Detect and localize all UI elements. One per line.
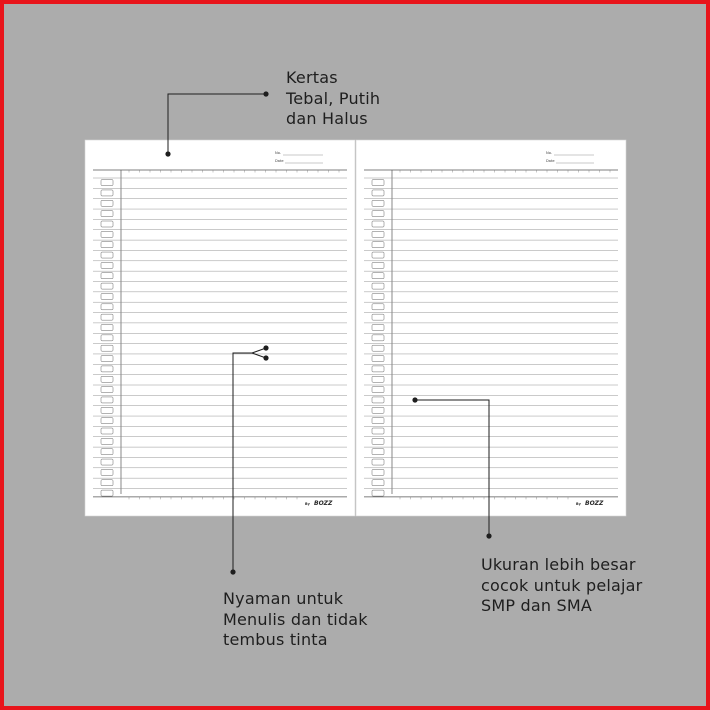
brand-logo: BOZZ — [314, 499, 333, 507]
leader-dot — [263, 345, 268, 350]
callout-writing-comfort: Nyaman untuk Menulis dan tidak tembus tinta — [223, 589, 368, 649]
callout-paper-quality: Kertas Tebal, Putih dan Halus — [286, 68, 381, 128]
brand-prefix: By — [305, 501, 310, 506]
leader-dot — [486, 533, 491, 538]
page-no-label: No. — [546, 151, 552, 155]
leader-dot — [412, 397, 417, 402]
leader-dot — [230, 569, 235, 574]
leader-dot — [165, 151, 170, 156]
page-no-label: No. — [275, 151, 281, 155]
page-date-label: Date — [275, 159, 284, 163]
brand-logo: BOZZ — [585, 499, 604, 507]
leader-dot — [263, 91, 268, 96]
page-sheet — [356, 140, 626, 516]
notebook-page-right — [356, 140, 626, 516]
brand-prefix: By — [576, 501, 581, 506]
callout-size: Ukuran lebih besar cocok untuk pelajar SMP dan SMA — [481, 555, 643, 615]
leader-dot — [263, 355, 268, 360]
notebook-page-left — [85, 140, 355, 516]
page-sheet — [85, 140, 355, 516]
page-date-label: Date — [546, 159, 555, 163]
